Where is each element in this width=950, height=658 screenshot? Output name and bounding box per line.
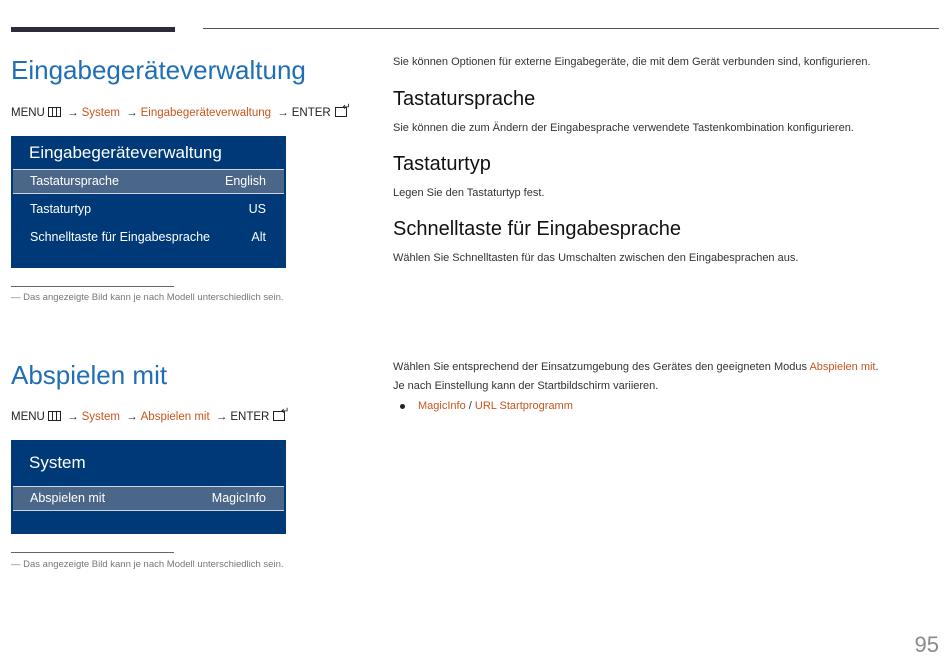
line1-highlight: Abspielen mit: [809, 361, 876, 373]
arrow-icon: →: [277, 107, 289, 119]
enter-icon: [273, 411, 285, 421]
section1-title: Eingabegeräteverwaltung: [11, 55, 306, 85]
subsection-text: Legen Sie den Tastaturtyp fest.: [393, 187, 545, 199]
path-item: Abspielen mit: [140, 411, 210, 423]
enter-label: ENTER: [230, 411, 270, 423]
line1-suffix: .: [875, 361, 879, 373]
arrow-icon: →: [126, 107, 138, 119]
section2-menu-path: [11, 411, 285, 423]
bullet-item: [400, 400, 573, 412]
subsection-heading: Tastaturtyp: [393, 153, 491, 175]
menu-icon: [48, 411, 61, 421]
path-system: System: [81, 107, 120, 119]
option-url-launcher: URL Startprogramm: [474, 400, 573, 412]
footnote-rule: [11, 286, 174, 287]
arrow-icon: →: [126, 411, 138, 423]
osd-row-value: MagicInfo: [211, 491, 266, 505]
page-number: 95: [914, 632, 939, 657]
menu-label: MENU: [11, 411, 45, 423]
osd-row-label: Tastatursprache: [30, 174, 119, 188]
osd-row-label: Abspielen mit: [30, 491, 106, 505]
section1-menu-path: [11, 107, 347, 119]
path-system: System: [81, 411, 120, 423]
section1-footnote: ― Das angezeigte Bild kann je nach Modell unterschiedlich sein.: [11, 292, 284, 303]
subsection-heading: Tastatursprache: [393, 88, 536, 110]
osd-row-play-via[interactable]: [13, 486, 284, 511]
subsection-heading: Schnelltaste für Eingabesprache: [393, 218, 681, 240]
option-separator: /: [465, 400, 475, 412]
line1-prefix: Wählen Sie entsprechend der Einsatzumgebung des Gerätes den geeigneten Modus: [393, 361, 810, 373]
arrow-icon: →: [67, 411, 79, 423]
osd-input-device-manager: [11, 136, 286, 268]
osd-title: System: [29, 453, 86, 472]
osd-title: Eingabegeräteverwaltung: [29, 143, 222, 162]
subsection-text: Wählen Sie Schnelltasten für das Umschalten zwischen den Eingabesprachen aus.: [393, 252, 799, 264]
section1-intro: Sie können Optionen für externe Eingabegeräte, die mit dem Gerät verbunden sind, konfigurieren.: [393, 56, 871, 68]
enter-icon: [335, 107, 347, 117]
arrow-icon: →: [67, 107, 79, 119]
subsection-text: Sie können die zum Ändern der Eingabesprache verwendete Tastenkombination konfigurieren.: [393, 122, 854, 134]
bullet-dot-icon: [400, 404, 405, 409]
section2-footnote: ― Das angezeigte Bild kann je nach Modell unterschiedlich sein.: [11, 559, 284, 570]
path-item: Eingabegeräteverwaltung: [140, 107, 272, 119]
option-magicinfo: MagicInfo: [418, 400, 466, 412]
menu-label: MENU: [11, 107, 45, 119]
osd-row-keyboard-language[interactable]: [13, 169, 284, 194]
osd-row-value: Alt: [251, 230, 266, 244]
osd-system: [11, 440, 286, 534]
footnote-rule: [11, 552, 174, 553]
header-rule-thin: [203, 28, 939, 29]
header-rule-thick: [11, 27, 175, 32]
osd-row-label: Tastaturtyp: [30, 202, 92, 216]
osd-row-value: English: [225, 174, 266, 188]
arrow-icon: →: [215, 411, 228, 423]
enter-label: ENTER: [291, 107, 331, 119]
section2-line2: Je nach Einstellung kann der Startbildschirm variieren.: [393, 380, 659, 392]
osd-row-value: US: [248, 202, 266, 216]
osd-row-keyboard-type[interactable]: [13, 198, 284, 221]
osd-row-label: Schnelltaste für Eingabesprache: [30, 230, 210, 244]
menu-icon: [48, 107, 61, 117]
section2-title: Abspielen mit: [11, 360, 168, 390]
osd-row-input-language-hotkey[interactable]: [13, 226, 284, 249]
section2-line1: [393, 361, 879, 373]
